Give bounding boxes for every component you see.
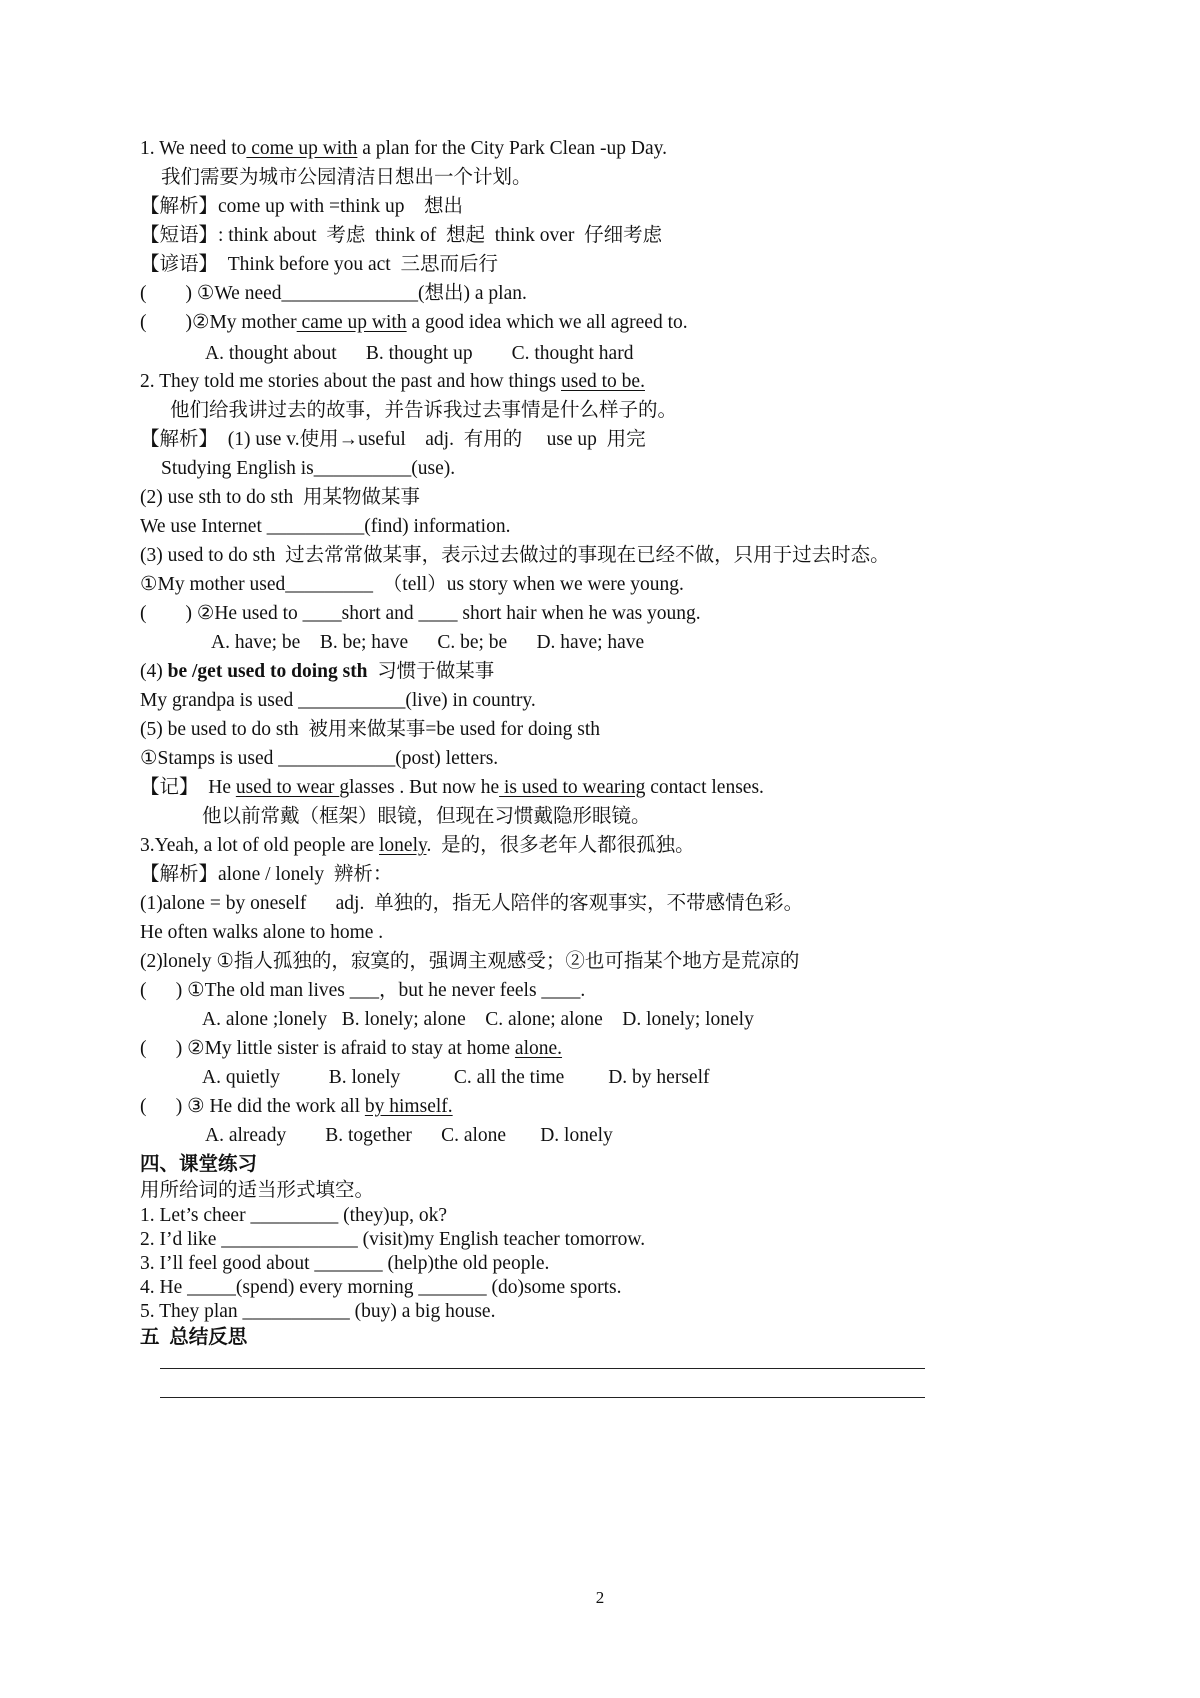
line-20: My grandpa is used ___________(live) in country. — [140, 690, 536, 711]
text: 【记】 He — [140, 777, 236, 798]
line-23 — [140, 776, 764, 800]
line-29: (2)lonely ①指人孤独的，寂寞的，强调主观感受；②也可指某个地方是荒凉的 — [140, 951, 800, 972]
text: glasses . But now he — [339, 777, 500, 798]
line-17: ( ) ②He used to ____short and ____ short hair when he was young. — [140, 603, 701, 624]
line-27: (1)alone = by oneself adj. 单独的，指无人陪伴的客观事实，不带感情色彩。 — [140, 893, 804, 914]
underlined-phrase: come up with — [246, 138, 358, 159]
line-6: ( ) ①We need______________(想出) a plan. — [140, 283, 527, 304]
underlined-phrase: used to wear — [235, 777, 340, 798]
line-11: 【解析】 (1) use v.使用→useful adj. 有用的 use up 用完 — [140, 429, 646, 450]
line-31: A. alone ;lonely B. lonely; alone C. alone; alone D. lonely; lonely — [202, 1009, 754, 1030]
text: a plan for the City Park Clean -up Day. — [357, 138, 667, 159]
text: ( ) ③ He did the work all — [140, 1096, 365, 1117]
exercise-2: 2. I’d like ______________ (visit)my English teacher tomorrow. — [140, 1229, 646, 1250]
answer-line-2 — [160, 1397, 925, 1398]
line-15: (3) used to do sth 过去常常做某事，表示过去做过的事现在已经不做，只用于过去时态。 — [140, 545, 890, 566]
underlined-phrase: by himself. — [364, 1096, 453, 1117]
line-24: 他以前常戴（框架）眼镜，但现在习惯戴隐形眼镜。 — [202, 806, 651, 827]
text: 习惯于做某事 — [367, 661, 495, 682]
line-25 — [140, 834, 695, 858]
text: (4) — [140, 661, 168, 682]
text: ( )②My mother — [140, 312, 297, 333]
line-5: 【谚语】 Think before you act 三思而后行 — [140, 254, 498, 275]
line-16: ①My mother used_________ （tell）us story when we were young. — [140, 574, 684, 595]
exercise-1: 1. Let’s cheer _________ (they)up, ok? — [140, 1205, 448, 1226]
line-22: ①Stamps is used ____________(post) letters. — [140, 748, 499, 769]
underlined-phrase: came up with — [296, 312, 407, 333]
text: 2. They told me stories about the past and how things — [140, 371, 562, 392]
line-14: We use Internet __________(find) information. — [140, 516, 511, 537]
line-13: (2) use sth to do sth 用某物做某事 — [140, 487, 421, 508]
underlined-phrase: used to be. — [561, 371, 645, 392]
exercise-3: 3. I’ll feel good about _______ (help)the old people. — [140, 1253, 550, 1274]
line-10: 他们给我讲过去的故事，并告诉我过去事情是什么样子的。 — [170, 400, 678, 421]
exercise-5: 5. They plan ___________ (buy) a big house. — [140, 1301, 496, 1322]
exercise-4: 4. He _____(spend) every morning _______ (do)some sports. — [140, 1277, 622, 1298]
line-33: A. quietly B. lonely C. all the time D. by herself — [202, 1067, 710, 1088]
line-32 — [140, 1037, 562, 1061]
text: contact lenses. — [645, 777, 764, 798]
underlined-phrase: is used to wearing — [499, 777, 646, 798]
line-18: A. have; be B. be; have C. be; be D. have; have — [211, 632, 645, 653]
line-35: A. already B. together C. alone D. lonely — [205, 1125, 613, 1146]
answer-line-1 — [160, 1368, 925, 1369]
line-4: 【短语】: think about 考虑 think of 想起 think over 仔细考虑 — [140, 225, 663, 246]
line-34 — [140, 1095, 453, 1119]
bold-phrase: be /get used to doing sth — [167, 661, 368, 682]
section-heading-4: 四、课堂练习 — [140, 1154, 258, 1175]
line-19 — [140, 660, 494, 684]
line-1 — [140, 137, 667, 161]
line-12: Studying English is__________(use). — [161, 458, 456, 479]
line-9 — [140, 370, 645, 394]
text: a good idea which we all agreed to. — [406, 312, 688, 333]
underlined-phrase: alone. — [514, 1038, 563, 1059]
text: ( ) ②My little sister is afraid to stay at home — [140, 1038, 515, 1059]
underlined-phrase: lonely — [379, 835, 427, 856]
line-3: 【解析】come up with =think up 想出 — [140, 196, 463, 217]
text: . 是的，很多老年人都很孤独。 — [426, 835, 695, 856]
line-7 — [140, 311, 688, 335]
line-21: (5) be used to do sth 被用来做某事=be used for doing sth — [140, 719, 600, 740]
line-8: A. thought about B. thought up C. thought hard — [205, 343, 634, 364]
section-heading-5: 五 总结反思 — [140, 1327, 248, 1348]
instruction: 用所给词的适当形式填空。 — [140, 1180, 375, 1201]
line-30: ( ) ①The old man lives ___，but he never feels ____. — [140, 980, 586, 1001]
text: 3.Yeah, a lot of old people are — [140, 835, 379, 856]
text: 1. We need to — [140, 138, 247, 159]
page-number: 2 — [595, 1588, 605, 1607]
line-2: 我们需要为城市公园清洁日想出一个计划。 — [161, 167, 532, 188]
line-28: He often walks alone to home . — [140, 922, 384, 943]
line-26: 【解析】alone / lonely 辨析： — [140, 864, 393, 885]
